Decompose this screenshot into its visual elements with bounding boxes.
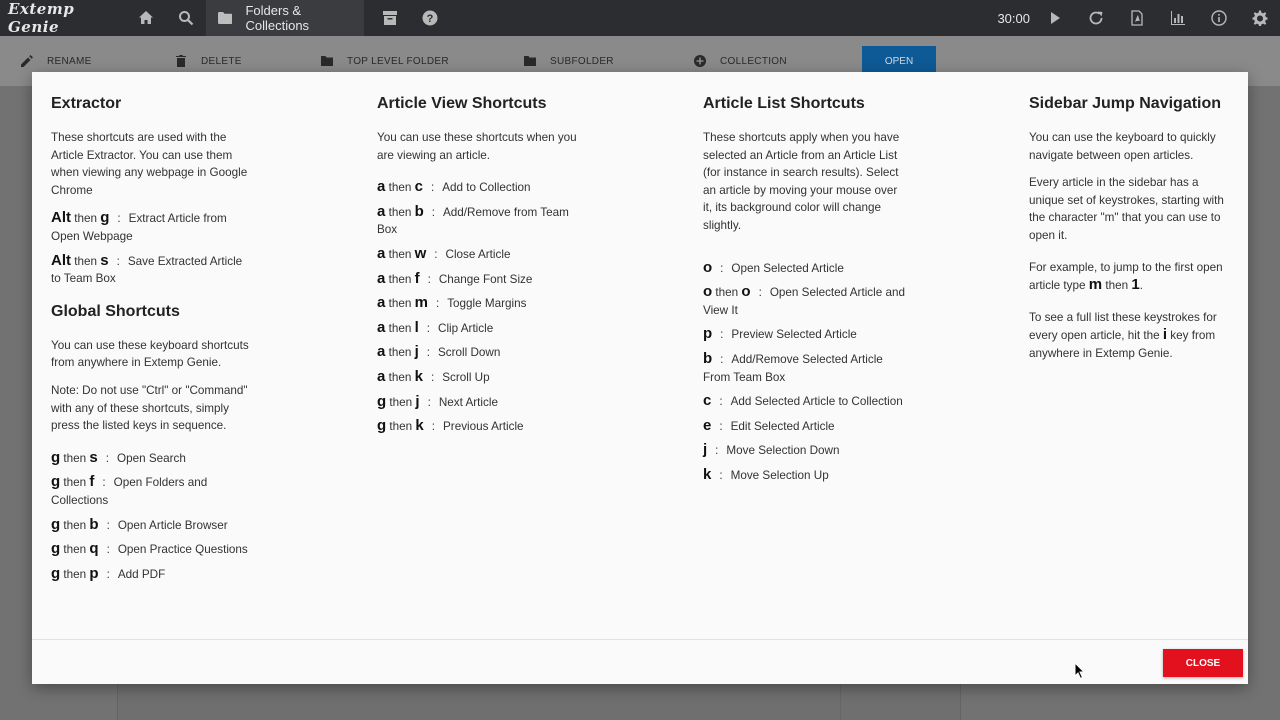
extractor-title: Extractor — [51, 95, 122, 112]
shortcut-item: b : Add/Remove Selected Article From Team Box — [703, 349, 883, 384]
shortcut-item: c : Add Selected Article to Collection — [703, 392, 903, 410]
keyboard-shortcuts-modal — [32, 72, 1248, 684]
rename-label: RENAME — [47, 55, 92, 67]
shortcut-item: o then o : Open Selected Article and View It — [703, 283, 905, 317]
subfolder-icon — [524, 55, 536, 67]
extractor-column — [51, 94, 253, 589]
shortcut-item: g then b : Open Article Browser — [51, 515, 228, 533]
shortcut-item: a then c : Add to Collection — [377, 178, 531, 196]
shortcut-item: Alt then g : Extract Article from Open Webpage — [51, 209, 227, 243]
sidebar-jump-p4: To see a full list these keystrokes for every open article, hit the i key from anywhere in Extemp Genie. — [1029, 310, 1217, 360]
pdf-icon[interactable] — [1116, 0, 1157, 36]
shortcut-item: a then w : Close Article — [377, 244, 511, 262]
article-view-title: Article View Shortcuts — [377, 95, 547, 112]
sidebar-jump-p3: For example, to jump to the first open article type m then 1. — [1029, 260, 1223, 294]
close-button[interactable]: CLOSE — [1163, 649, 1243, 677]
shortcut-item: a then j : Scroll Down — [377, 343, 501, 361]
shortcut-item: a then b : Add/Remove from Team Box — [377, 202, 569, 237]
gear-icon[interactable] — [1239, 0, 1280, 36]
timer-display[interactable]: 30:00 — [997, 10, 1030, 26]
search-icon[interactable] — [166, 0, 206, 36]
global-shortcuts-title: Global Shortcuts — [51, 302, 180, 320]
shortcut-item: a then f : Change Font Size — [377, 269, 533, 287]
pencil-icon — [21, 55, 33, 67]
shortcut-item: g then f : Open Folders and Collections — [51, 473, 208, 507]
top-level-folder-button[interactable] — [321, 55, 449, 67]
article-list-description: These shortcuts apply when you have selected an Article from an Article List (for instance in search results). Select an article by moving your mouse over it, its background color will change slightly. — [703, 131, 900, 232]
subfolder-label: SUBFOLDER — [550, 55, 614, 67]
folder-icon — [218, 11, 232, 25]
shortcut-item: a then m : Toggle Margins — [377, 294, 527, 312]
shortcut-item: g then j : Next Article — [377, 392, 498, 410]
svg-text:?: ? — [426, 13, 434, 25]
sidebar-jump-column — [1029, 94, 1229, 373]
top-level-folder-label: TOP LEVEL FOLDER — [347, 55, 449, 67]
collection-label: COLLECTION — [720, 55, 787, 67]
open-button[interactable]: OPEN — [862, 46, 936, 76]
shortcut-item: a then k : Scroll Up — [377, 367, 490, 385]
mouse-cursor-icon — [1074, 662, 1086, 680]
top-navbar — [0, 0, 1280, 36]
collection-button[interactable] — [694, 55, 787, 67]
sidebar-jump-p2: Every article in the sidebar has a unique set of keystrokes, starting with the character "m" that you can use to open it. — [1029, 176, 1224, 242]
delete-label: DELETE — [201, 55, 242, 67]
shortcut-item: o : Open Selected Article — [703, 258, 844, 276]
chart-icon[interactable] — [1157, 0, 1198, 36]
add-circle-icon — [694, 55, 706, 67]
article-view-column — [377, 94, 579, 442]
shortcut-item: k : Move Selection Up — [703, 465, 829, 483]
trash-icon — [175, 55, 187, 67]
tab-folders-collections[interactable] — [206, 0, 364, 36]
shortcut-item: g then p : Add PDF — [51, 564, 166, 582]
extractor-description: These shortcuts are used with the Article Extractor. You can use them when viewing any webpage in Google Chrome — [51, 131, 248, 197]
app-logo[interactable]: Extemp Genie — [8, 0, 75, 36]
modal-body — [32, 72, 1248, 640]
global-description: You can use these keyboard shortcuts from anywhere in Extemp Genie. — [51, 338, 249, 370]
rename-button[interactable] — [21, 55, 92, 67]
tab-label: Folders & Collections — [245, 3, 310, 33]
shortcut-item: a then l : Clip Article — [377, 318, 494, 336]
folder-plus-icon — [321, 55, 333, 67]
help-icon[interactable] — [410, 0, 450, 36]
shortcut-item: g then s : Open Search — [51, 448, 186, 466]
shortcut-item: g then k : Previous Article — [377, 417, 524, 435]
global-note: Note: Do not use "Ctrl" or "Command" with any of these shortcuts, simply press the listed keys in sequence. — [51, 383, 248, 433]
info-icon[interactable] — [1198, 0, 1239, 36]
shortcut-item: e : Edit Selected Article — [703, 416, 835, 434]
shortcut-item: p : Preview Selected Article — [703, 325, 857, 343]
shortcut-item: g then q : Open Practice Questions — [51, 540, 248, 558]
archive-icon[interactable] — [370, 0, 410, 36]
modal-footer — [32, 639, 1248, 684]
subfolder-button[interactable] — [524, 55, 614, 67]
article-list-column — [703, 94, 905, 491]
shortcut-item: Alt then s : Save Extracted Article to Team Box — [51, 251, 243, 286]
refresh-icon[interactable] — [1075, 0, 1116, 36]
navbar-right — [997, 0, 1280, 36]
article-list-title: Article List Shortcuts — [703, 95, 865, 112]
play-icon[interactable] — [1034, 0, 1075, 36]
article-view-description: You can use these shortcuts when you are viewing an article. — [377, 131, 577, 162]
sidebar-jump-p1: You can use the keyboard to quickly navigate between open articles. — [1029, 131, 1216, 162]
shortcut-item: j : Move Selection Down — [703, 441, 840, 459]
delete-button[interactable] — [175, 55, 242, 67]
home-icon[interactable] — [126, 0, 166, 36]
sidebar-jump-title: Sidebar Jump Navigation — [1029, 95, 1222, 112]
